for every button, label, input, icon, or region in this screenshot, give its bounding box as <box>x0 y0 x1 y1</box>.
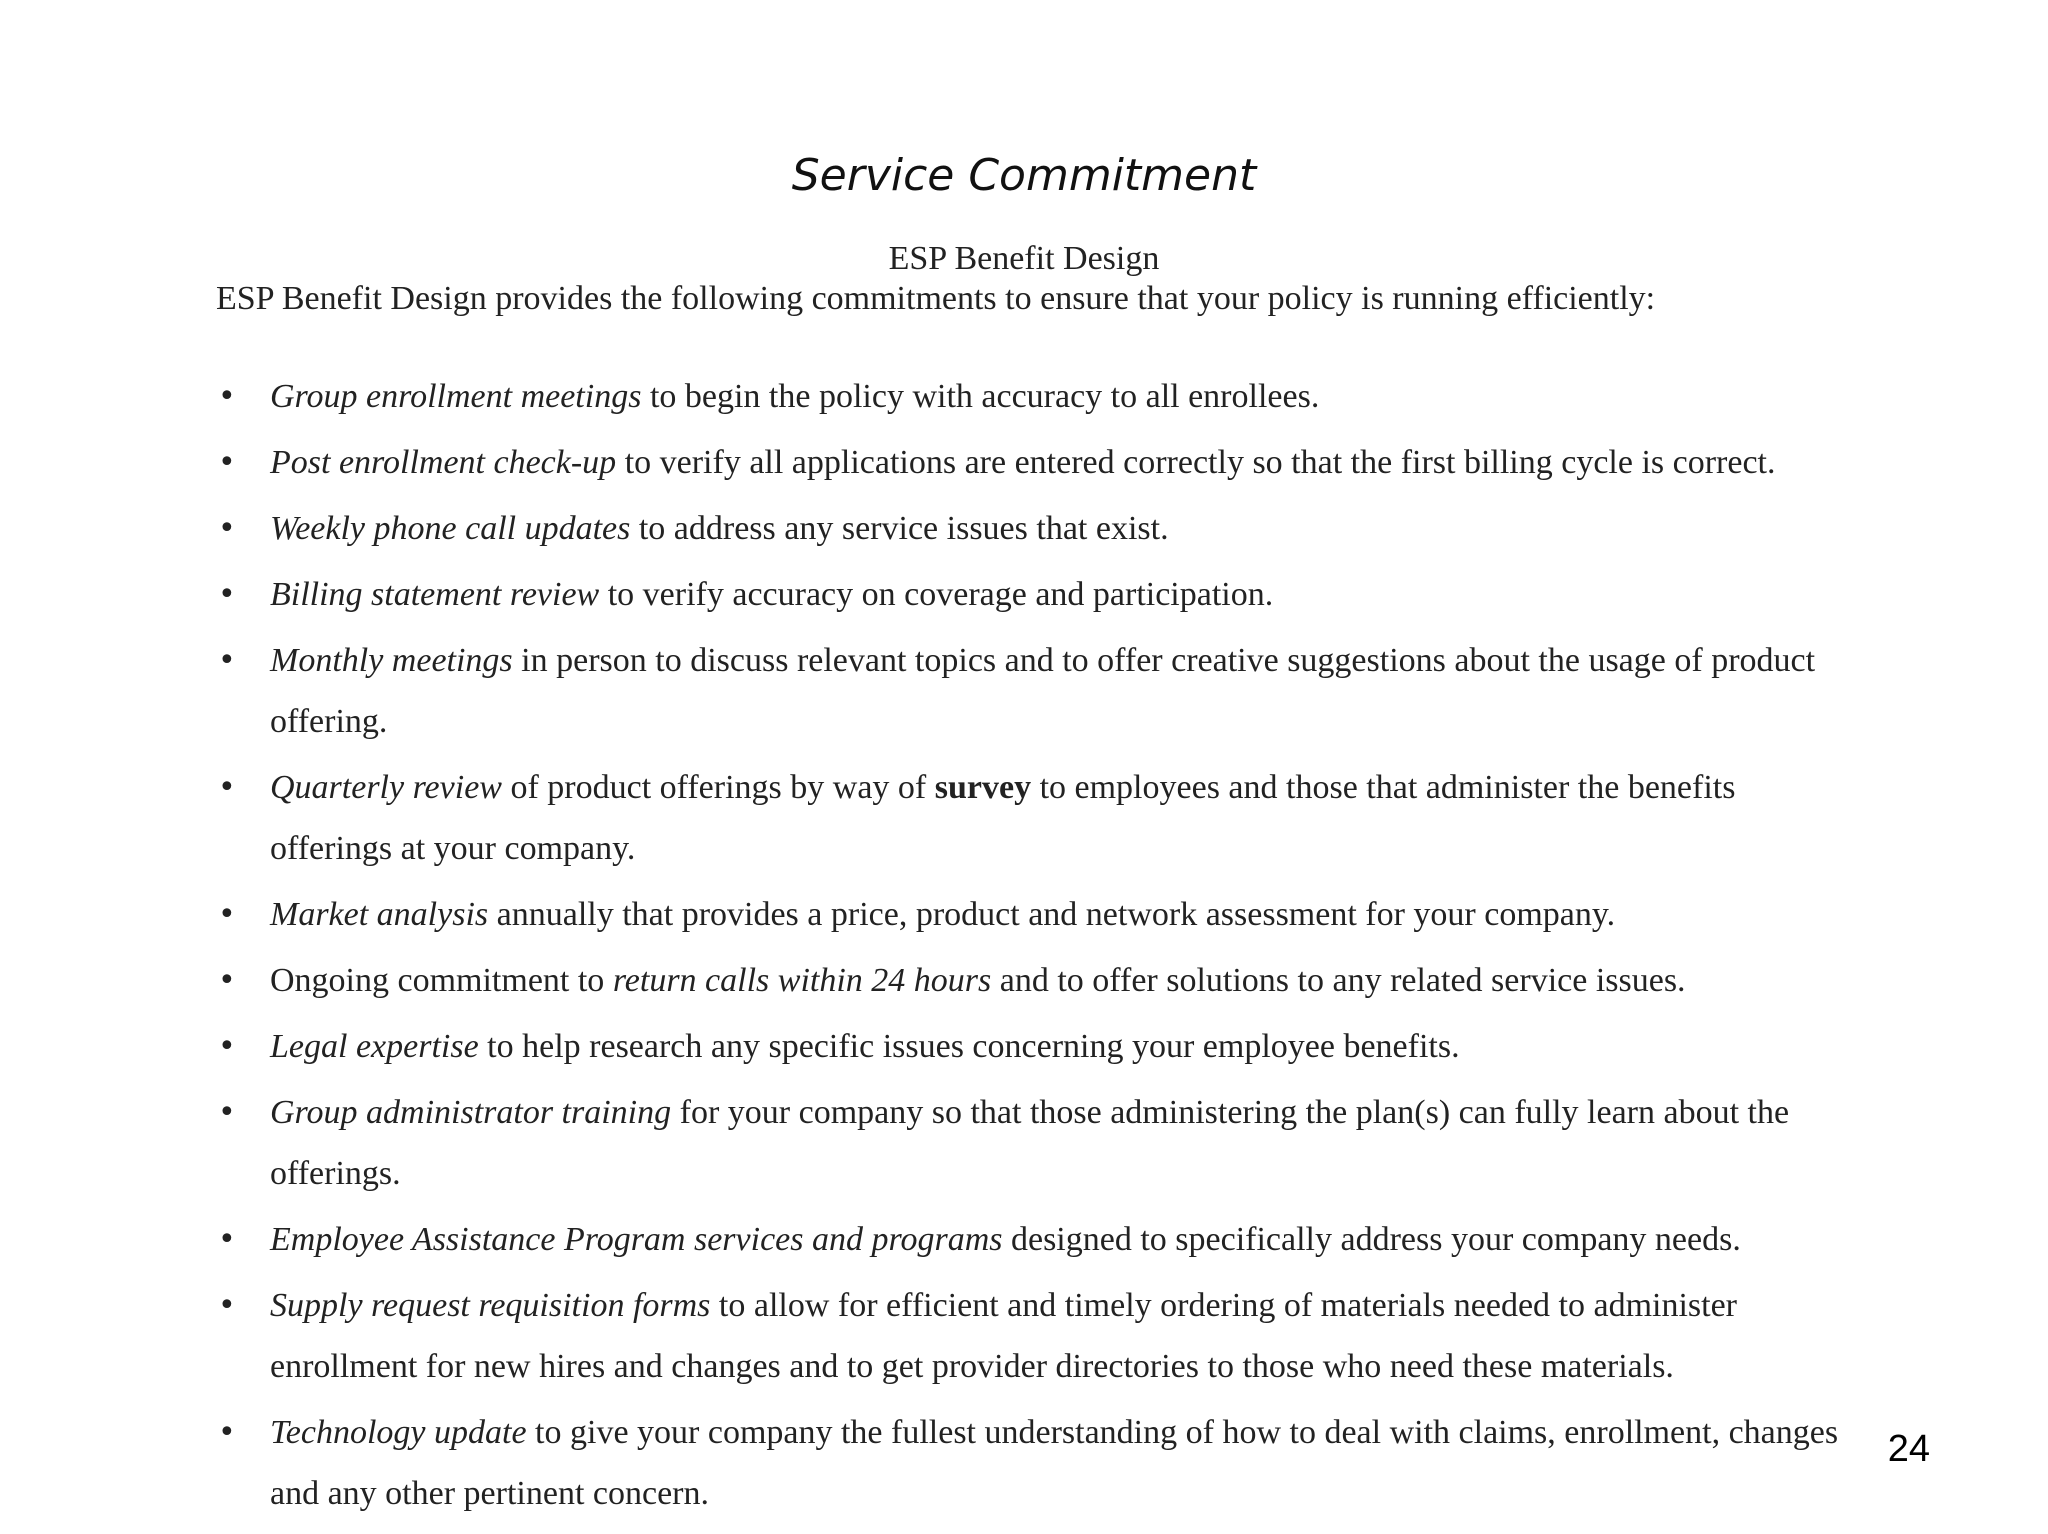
item-emphasis: Technology update <box>270 1414 527 1451</box>
bullet-icon: • <box>218 1029 236 1064</box>
list-item <box>216 1402 1856 1524</box>
item-text: to verify all applications are entered correctly so that the first billing cycle is correct. <box>616 444 1776 481</box>
item-text: designed to specifically address your company needs. <box>1002 1221 1741 1258</box>
list-item <box>216 1016 1856 1077</box>
page-title: Service Commitment <box>791 150 1257 201</box>
item-emphasis: Weekly phone call updates <box>270 510 631 547</box>
item-text: to verify accuracy on coverage and participation. <box>599 576 1274 613</box>
bullet-icon: • <box>218 577 236 612</box>
item-text: to help research any specific issues concerning your employee benefits. <box>478 1028 1460 1065</box>
page-subtitle: ESP Benefit Design <box>888 240 1160 277</box>
item-text: to give your company the fullest understanding of how to deal with claims, enrollment, changes and any other pertinent concern. <box>270 1414 1839 1512</box>
item-emphasis: Post enrollment check-up <box>270 444 617 481</box>
bullet-icon: • <box>218 963 236 998</box>
bullet-icon: • <box>218 770 236 805</box>
list-item <box>216 757 1856 879</box>
item-bold: survey <box>934 769 1032 806</box>
list-item <box>216 432 1856 493</box>
bullet-icon: • <box>218 445 236 480</box>
item-text: in person to discuss relevant topics and to offer creative suggestions about the usage of product offering. <box>270 642 1816 740</box>
bullet-icon: • <box>218 897 236 932</box>
list-item <box>216 1275 1856 1397</box>
list-item <box>216 1209 1856 1270</box>
item-emphasis: Group enrollment meetings <box>270 378 642 415</box>
list-item <box>216 498 1856 559</box>
item-emphasis: Billing statement review <box>270 576 600 613</box>
bullet-icon: • <box>218 1288 236 1323</box>
item-text: and to offer solutions to any related service issues. <box>991 962 1686 999</box>
list-item <box>216 884 1856 945</box>
item-emphasis: return calls within 24 hours <box>612 962 992 999</box>
item-text: of product offerings by way of <box>501 769 935 806</box>
list-item <box>216 366 1856 427</box>
item-emphasis: Legal expertise <box>270 1028 479 1065</box>
item-emphasis: Market analysis <box>270 896 489 933</box>
bullet-icon: • <box>218 379 236 414</box>
list-item <box>216 630 1856 752</box>
bullet-icon: • <box>218 511 236 546</box>
commitment-list <box>216 366 1856 1529</box>
item-emphasis: Employee Assistance Program services and programs <box>270 1221 1003 1258</box>
bullet-icon: • <box>218 1415 236 1450</box>
list-item <box>216 950 1856 1011</box>
page-number: 24 <box>1887 1428 1930 1470</box>
list-item <box>216 564 1856 625</box>
bullet-icon: • <box>218 643 236 678</box>
bullet-icon: • <box>218 1222 236 1257</box>
intro-paragraph: ESP Benefit Design provides the following commitments to ensure that your policy is running efficiently: <box>216 280 1656 317</box>
item-trailing-text: to employees and those that administer the benefits offerings at your company. <box>270 769 1736 867</box>
item-emphasis: Supply request requisition forms <box>270 1287 711 1324</box>
item-text: to address any service issues that exist. <box>630 510 1169 547</box>
item-lead-text: Ongoing commitment to <box>270 962 613 999</box>
item-text: to begin the policy with accuracy to all enrollees. <box>641 378 1320 415</box>
item-text: to allow for efficient and timely ordering of materials needed to administer enrollment for new hires and changes and to get provider directories to those who need these materials. <box>270 1287 1737 1385</box>
bullet-icon: • <box>218 1095 236 1130</box>
item-text: annually that provides a price, product and network assessment for your company. <box>488 896 1616 933</box>
list-item <box>216 1082 1856 1204</box>
item-emphasis: Quarterly review <box>270 769 502 806</box>
item-emphasis: Group administrator training <box>270 1094 672 1131</box>
item-text: for your company so that those administering the plan(s) can fully learn about the offerings. <box>270 1094 1790 1192</box>
item-emphasis: Monthly meetings <box>270 642 513 679</box>
